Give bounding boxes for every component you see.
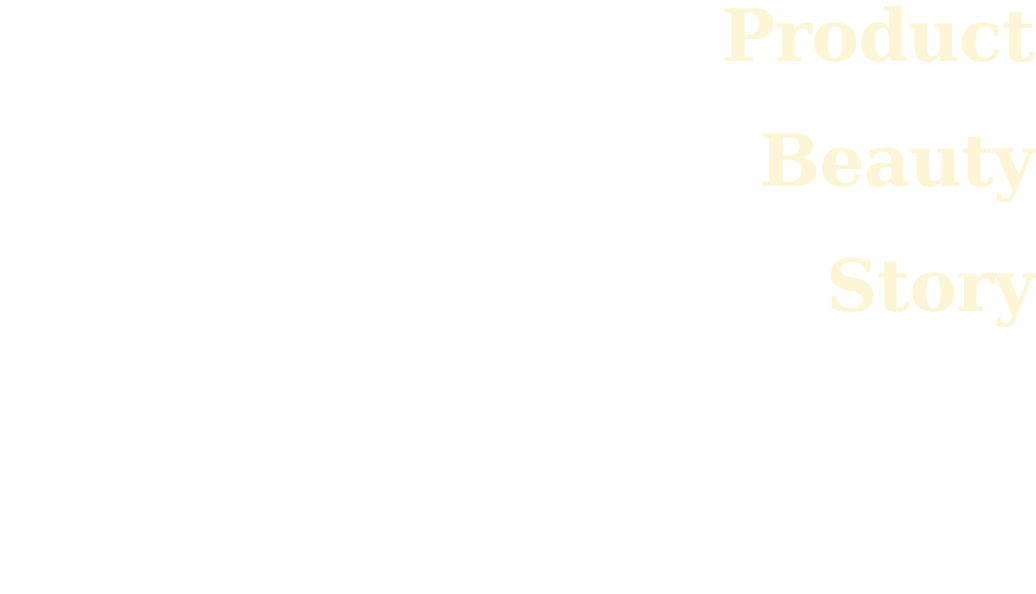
nav-item-product[interactable]: Product	[721, 0, 1034, 78]
main-nav	[616, 0, 1036, 360]
nav-item-story[interactable]: Story	[825, 243, 1034, 328]
nav-item-beauty[interactable]: Beauty	[759, 118, 1034, 203]
